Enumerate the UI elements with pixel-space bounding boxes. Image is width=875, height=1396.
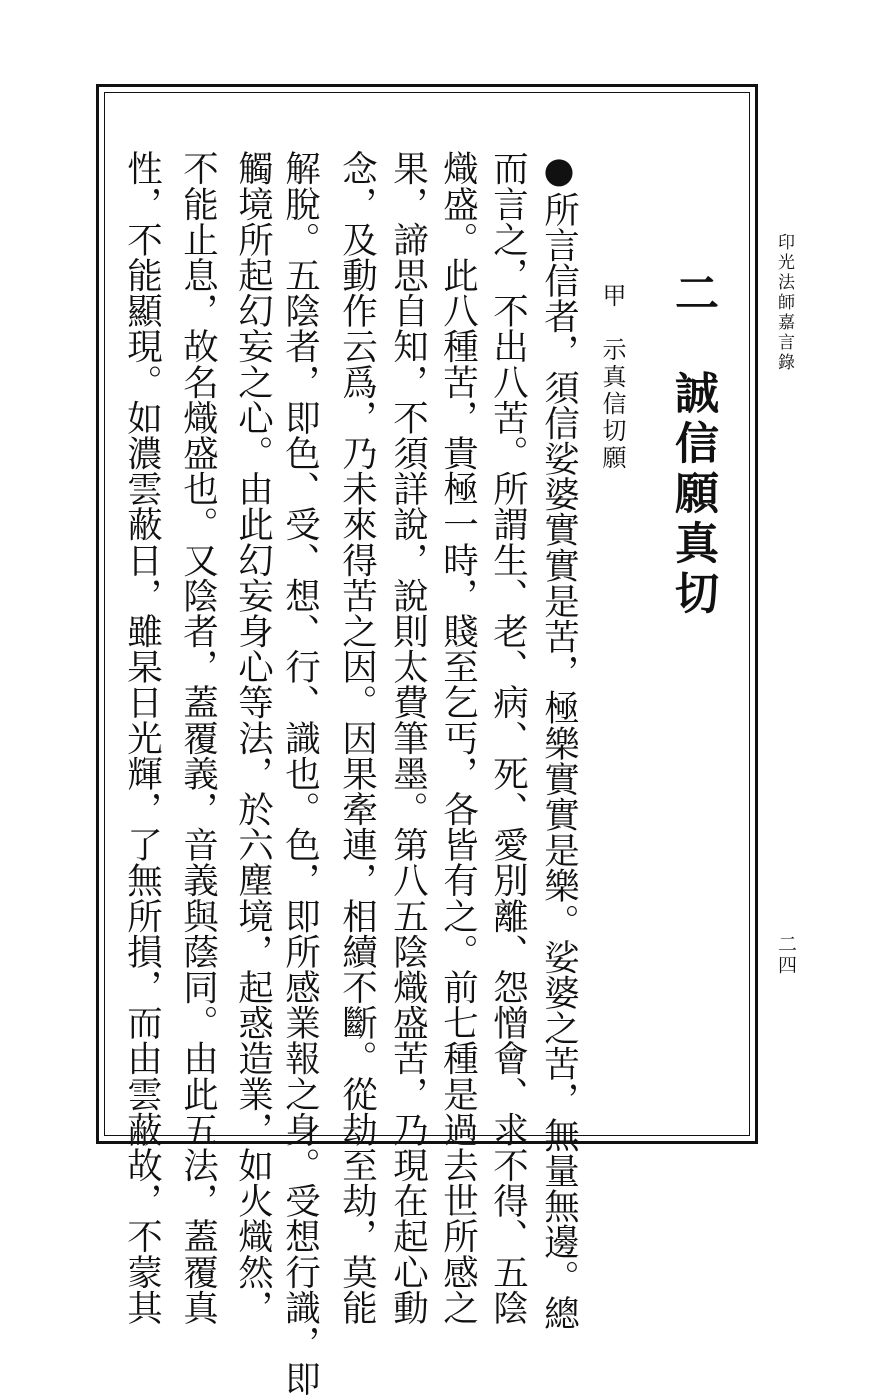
body-column: 熾盛。此八種苦，貴極一時，賤至乞丐，各皆有之。前七種是過去世所感之 xyxy=(437,150,479,1325)
body-column: 解脫。五陰者，即色、受、想、行、識也。色，即所感業報之身。受想行識，即 xyxy=(279,150,321,1396)
section-title: 二 誠信願真切 xyxy=(667,270,718,620)
body-column: ●所言信者，須信娑婆實實是苦，極樂實實是樂。娑婆之苦，無量無邊。總 xyxy=(538,150,580,1331)
body-column: 觸境所起幻妄之心。由此幻妄身心等法，於六塵境，起惑造業，如火熾然， xyxy=(232,150,274,1325)
body-column: 念，及動作云爲，乃未來得苦之因。因果牽連，相續不斷。從劫至劫，莫能 xyxy=(336,150,378,1325)
body-column: 性，不能顯現。如濃雲蔽日，雖杲日光輝，了無所損，而由雲蔽故，不蒙其 xyxy=(121,150,163,1325)
body-column: 不能止息，故名熾盛也。又陰者，蓋覆義，音義與蔭同。由此五法，蓋覆真 xyxy=(177,150,219,1325)
subsection-title: 甲 示真信切願 xyxy=(598,283,626,472)
page-number: 二四 xyxy=(775,934,797,976)
running-title: 印光法師嘉言錄 xyxy=(774,233,794,373)
body-column: 果，諦思自知，不須詳說，說則太費筆墨。第八五陰熾盛苦，乃現在起心動 xyxy=(387,150,429,1325)
body-column: 而言之，不出八苦。所謂生、老、病、死、愛別離、怨憎會、求不得、五陰 xyxy=(487,150,529,1325)
